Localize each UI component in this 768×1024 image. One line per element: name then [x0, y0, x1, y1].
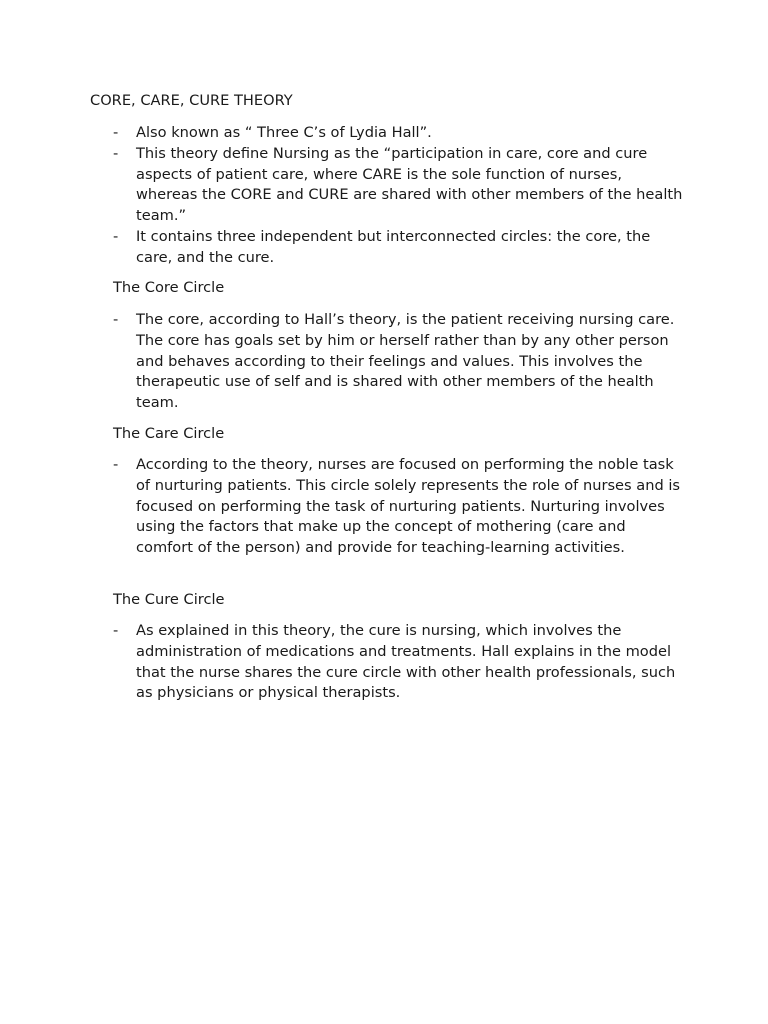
list-item-text: The core, according to Hall’s theory, is the patient receiving nursing care. The core has goals set by him or herself rather than by any other person and behaves according to their feelings and values. This involves the therapeutic use of self and is shared with other members of the health team. [136, 311, 675, 412]
list-item-text: This theory define Nursing as the “participation in care, core and cure aspects of patient care, where CARE is the sole function of nurses, whereas the CORE and CURE are shared with other members of the health team.” [136, 144, 683, 225]
bullet-dash: - [113, 144, 119, 162]
list-item [113, 621, 683, 704]
list-item-text: According to the theory, nurses are focused on performing the noble task of nurturing patients. This circle solely represents the role of nurses and is focused on performing the task of nurturing patients. Nurturing involves using the factors that make up the concept of mothering (care and comfort of the person) and provide for teaching-learning activities. [136, 456, 681, 557]
document-title: CORE, CARE, CURE THEORY [90, 92, 293, 109]
list-item [113, 227, 683, 269]
list-item-text: It contains three independent but interconnected circles: the core, the care, and the cure. [136, 227, 651, 266]
bullet-dash: - [113, 311, 119, 328]
list-item [113, 144, 683, 227]
care-list [113, 455, 683, 559]
bullet-dash: - [113, 456, 119, 473]
list-item [113, 455, 683, 559]
intro-list [113, 123, 683, 269]
list-item-text: As explained in this theory, the cure is nursing, which involves the administration of medications and treatments. Hall explains in the model that the nurse shares the cure circle with other health professionals, such as physicians or physical therapists. [136, 622, 676, 702]
list-item [113, 123, 683, 144]
section-heading-care: The Care Circle [113, 425, 225, 442]
section-heading-core: The Core Circle [113, 279, 225, 296]
cure-list [113, 621, 683, 704]
core-list [113, 310, 683, 414]
bullet-dash: - [113, 227, 119, 245]
bullet-dash: - [113, 124, 119, 141]
list-item-text: Also known as “ Three C’s of Lydia Hall”. [136, 124, 432, 141]
bullet-dash: - [113, 622, 119, 639]
section-heading-cure: The Cure Circle [113, 591, 225, 608]
list-item [113, 310, 683, 414]
